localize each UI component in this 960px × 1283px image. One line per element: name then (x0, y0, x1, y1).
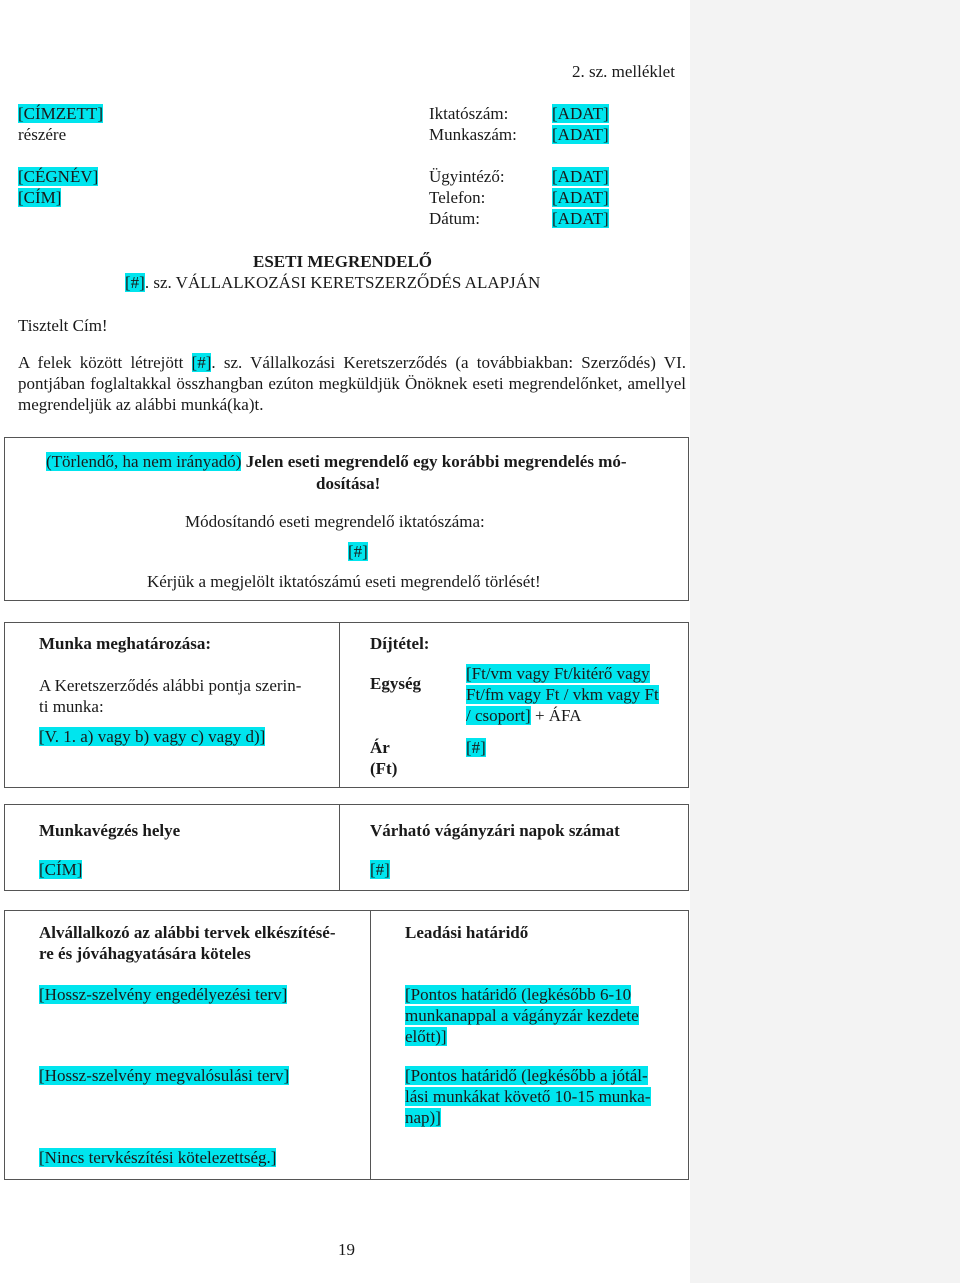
meta-label-ugyintezo: Ügyintéző: (429, 167, 505, 186)
location-table (4, 804, 689, 891)
modification-number-value: [#] (348, 542, 368, 561)
location-table-divider (339, 804, 340, 890)
page-number: 19 (338, 1240, 355, 1259)
plan-deadline-1-line1: [Pontos határidő (legkésőbb 6-10 (405, 985, 632, 1004)
comment-margin (690, 0, 960, 1283)
plan-row-2: [Hossz-szelvény megvalósulási terv] (39, 1066, 290, 1085)
plan-deadline-2-line3: nap)] (405, 1108, 441, 1127)
plan-deadline-2-line1: [Pontos határidő (legkésőbb a jótál- (405, 1066, 648, 1085)
meta-value-iktatoszam: [ADAT] (552, 104, 609, 123)
work-text-line2: ti munka: (39, 697, 104, 716)
document-title: ESETI MEGRENDELŐ (253, 252, 433, 271)
plans-table-divider (370, 910, 371, 1179)
work-point: [V. 1. a) vagy b) vagy c) vagy d)] (39, 727, 266, 746)
price-label-line1: Ár (370, 738, 390, 757)
meta-label-munkaszam: Munkaszám: (429, 125, 517, 144)
annex-label: 2. sz. melléklet (572, 62, 675, 81)
recipient-address: [CÍM] (18, 188, 62, 207)
price-label-line2: (Ft) (370, 759, 398, 778)
recipient-name: [CÍMZETT] (18, 104, 103, 123)
plan-deadline-2-line2: lási munkákat követő 10-15 munka- (405, 1087, 651, 1106)
plans-heading-line2: re és jóváhagyatására köteles (39, 944, 251, 963)
meta-label-telefon: Telefon: (429, 188, 486, 207)
days-value: [#] (370, 860, 390, 879)
recipient-suffix: részére (18, 125, 67, 144)
location-label: Munkavégzés helye (39, 821, 181, 840)
unit-label: Egység (370, 674, 421, 693)
work-text-line1: A Keretszerződés alábbi pontja szerin- (39, 676, 302, 695)
unit-value-line2: Ft/fm vagy Ft / vkm vagy Ft (466, 685, 659, 704)
deadline-label: Leadási határidő (405, 923, 529, 942)
meta-value-munkaszam: [ADAT] (552, 125, 609, 144)
plan-row-3: [Nincs tervkészítési kötelezettség.] (39, 1148, 277, 1167)
meta-value-ugyintezo: [ADAT] (552, 167, 609, 186)
meta-label-datum: Dátum: (429, 209, 480, 228)
plan-row-1: [Hossz-szelvény engedélyezési terv] (39, 985, 288, 1004)
location-value: [CÍM] (39, 860, 83, 879)
plan-deadline-1-line3: előtt)] (405, 1027, 447, 1046)
plan-deadline-1-line2: munkanappal a vágányzár kezdete (405, 1006, 639, 1025)
recipient-company: [CÉGNÉV] (18, 167, 99, 186)
intro-paragraph: A felek között létrejött [#]. sz. Vállalkozási Keretszerződés (a továbbiakban: Szerződés) VI. pontjában foglaltakkal összhangban ezúton megküldjük Önöknek eseti megrendelőnket, amellyel megrendeljük az alábbi munká(ka)t. (18, 353, 686, 414)
price-value: [#] (466, 738, 486, 757)
modification-heading-line1: (Törlendő, ha nem irányadó) Jelen eseti megrendelő egy korábbi megrendelés mó- (46, 452, 627, 471)
modification-heading-line2: dosítása! (316, 474, 381, 493)
work-definition-label: Munka meghatározása: (39, 634, 212, 653)
document-subtitle: [#]. sz. VÁLLALKOZÁSI KERETSZERZŐDÉS ALAPJÁN (125, 273, 541, 292)
work-table-divider (339, 622, 340, 787)
fee-label: Díjtétel: (370, 634, 430, 653)
days-label: Várható vágányzári napok számat (370, 821, 620, 840)
meta-value-datum: [ADAT] (552, 209, 609, 228)
salutation: Tisztelt Cím! (18, 316, 108, 335)
meta-value-telefon: [ADAT] (552, 188, 609, 207)
modification-number-label: Módosítandó eseti megrendelő iktatószáma: (185, 512, 485, 531)
unit-value-line1: [Ft/vm vagy Ft/kitérő vagy (466, 664, 650, 683)
meta-label-iktatoszam: Iktatószám: (429, 104, 509, 123)
modification-request: Kérjük a megjelölt iktatószámú eseti megrendelő törlését! (147, 572, 541, 591)
unit-value-line3: / csoport] + ÁFA (466, 706, 582, 725)
plans-heading-line1: Alvállalkozó az alábbi tervek elkészítésé- (39, 923, 336, 942)
